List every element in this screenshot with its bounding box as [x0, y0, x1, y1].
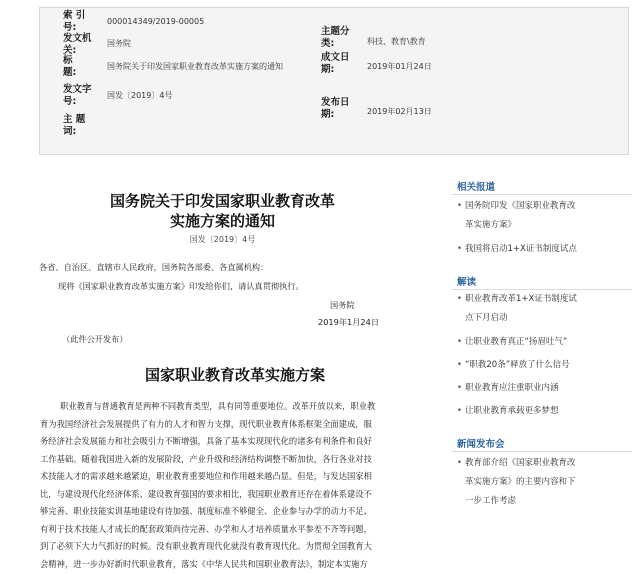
- signature: 国务院: [330, 300, 355, 310]
- body-line: 术技能人才的需求越来越紧迫，职业教育重要地位和作用越来越凸显。但是，与发达国家相: [40, 471, 372, 481]
- body-line: 职业教育与普通教育是两种不同教育类型，具有同等重要地位。改革开放以来，职业教: [60, 401, 376, 411]
- created-value: 2019年01月24日: [367, 62, 432, 71]
- body-line: 到了必须下大力气抓好的时候。没有职业教育现代化就没有教育现代化。为贯彻全国教育大: [40, 541, 372, 551]
- press-heading: 新闻发布会: [457, 439, 505, 450]
- link-text: 职业教育改革1+X证书制度试: [465, 294, 577, 304]
- article-title-line-2: 实施方案的通知: [169, 212, 275, 230]
- link-text-cont: 革实施方案》的主要内容和下: [465, 477, 576, 487]
- bullet-icon: •: [457, 337, 463, 347]
- bullet-icon: •: [457, 294, 463, 304]
- link-text-cont: 点下月启动: [465, 313, 508, 323]
- docnum-value: 国发〔2019〕4号: [107, 91, 173, 100]
- body-line: 够完善、职业技能实训基地建设有待加强、制度标准不够健全、企业参与办学的动力不足、: [40, 506, 372, 516]
- link-text: 我国将启动1+X证书制度试点: [465, 244, 577, 254]
- issuer-label: 发文机 关:: [63, 33, 92, 56]
- article-body: [40, 398, 440, 573]
- body-line: 工作基础。随着我国进入新的发展阶段，产业升级和经济结构调整不断加快，各行各业对技: [40, 453, 372, 464]
- link-text-cont: 革实施方案》: [465, 220, 517, 230]
- analysis-link-5[interactable]: [457, 402, 632, 421]
- link-text: 国务院印发《国家职业教育改: [465, 201, 576, 211]
- created-label: 成文日 期:: [321, 52, 350, 75]
- link-text-cont: 一步工作考虑: [465, 496, 517, 506]
- divider: [452, 451, 632, 452]
- category-value: 科技、教育\教育: [367, 37, 426, 46]
- title-value: 国务院关于印发国家职业教育改革实施方案的通知: [107, 62, 283, 71]
- published-label: 发布日 期:: [321, 97, 350, 120]
- bullet-icon: •: [457, 244, 463, 254]
- category-label: 主题分 类:: [321, 26, 350, 49]
- related-heading: 相关报道: [457, 182, 496, 193]
- analysis-heading: 解读: [457, 277, 477, 288]
- link-text: 让职业教育承载更多梦想: [465, 406, 559, 416]
- topic-label: 主 题 词:: [63, 114, 86, 137]
- link-text: 教育部介绍《国家职业教育改: [465, 458, 576, 468]
- link-text: “职教20条”释放了什么信号: [465, 360, 570, 370]
- bullet-icon: •: [457, 406, 463, 416]
- body-line: 务经济社会发展能力和社会吸引力不断增强，具备了基本实现现代化的诸多有利条件和良好: [40, 436, 372, 446]
- article-title-line-1: 国务院关于印发国家职业教育改革: [109, 192, 335, 210]
- body-line: 会精神，进一步办好新时代职业教育，落实《中华人民共和国职业教育法》，制定本实施方: [40, 558, 368, 569]
- issuer-value: 国务院: [107, 39, 131, 48]
- link-text: 让职业教育真正“扬眉吐气”: [465, 337, 568, 347]
- bullet-icon: •: [457, 360, 463, 370]
- body-line: 有利于技术技能人才成长的配套政策尚待完善、办学和人才培养质量水平参差不齐等问题，: [40, 523, 372, 534]
- body-line: 比，与建设现代化经济体系、建设教育强国的要求相比，我国职业教育还存在着体系建设不: [40, 488, 372, 499]
- bullet-icon: •: [457, 383, 463, 393]
- recipients: 各省、自治区、直辖市人民政府，国务院各部委、各直属机构：: [39, 262, 269, 272]
- analysis-link-4[interactable]: [457, 379, 632, 398]
- analysis-link-2[interactable]: [457, 333, 632, 352]
- title-label: 标 题:: [63, 55, 77, 78]
- press-link-1[interactable]: [457, 454, 632, 511]
- link-text: 职业教育应注重职业内涵: [465, 383, 559, 393]
- divider: [452, 194, 632, 195]
- published-value: 2019年02月13日: [367, 107, 432, 116]
- bullet-icon: •: [457, 201, 463, 211]
- analysis-link-1[interactable]: [457, 290, 632, 328]
- article-doc-number: 国发〔2019〕4号: [189, 235, 256, 244]
- index-value: 000014349/2019-00005: [107, 17, 205, 26]
- section-title: 国家职业教育改革实施方案: [144, 366, 325, 384]
- public-note: （此件公开发布）: [62, 334, 128, 344]
- body-line: 育为我国经济社会发展提供了有力的人才和智力支撑，现代职业教育体系框架全面建成，服: [40, 418, 372, 429]
- related-link-1[interactable]: [457, 197, 632, 235]
- docnum-label: 发文字 号:: [63, 84, 92, 107]
- document-metadata-panel: [39, 7, 629, 155]
- bullet-icon: •: [457, 458, 463, 468]
- intro-text: 现将《国家职业教育改革实施方案》印发给你们，请认真贯彻执行。: [58, 281, 304, 291]
- related-link-2[interactable]: [457, 240, 632, 259]
- index-label: 索 引 号:: [63, 10, 86, 33]
- analysis-link-3[interactable]: [457, 356, 632, 375]
- signing-date: 2019年1月24日: [318, 317, 380, 327]
